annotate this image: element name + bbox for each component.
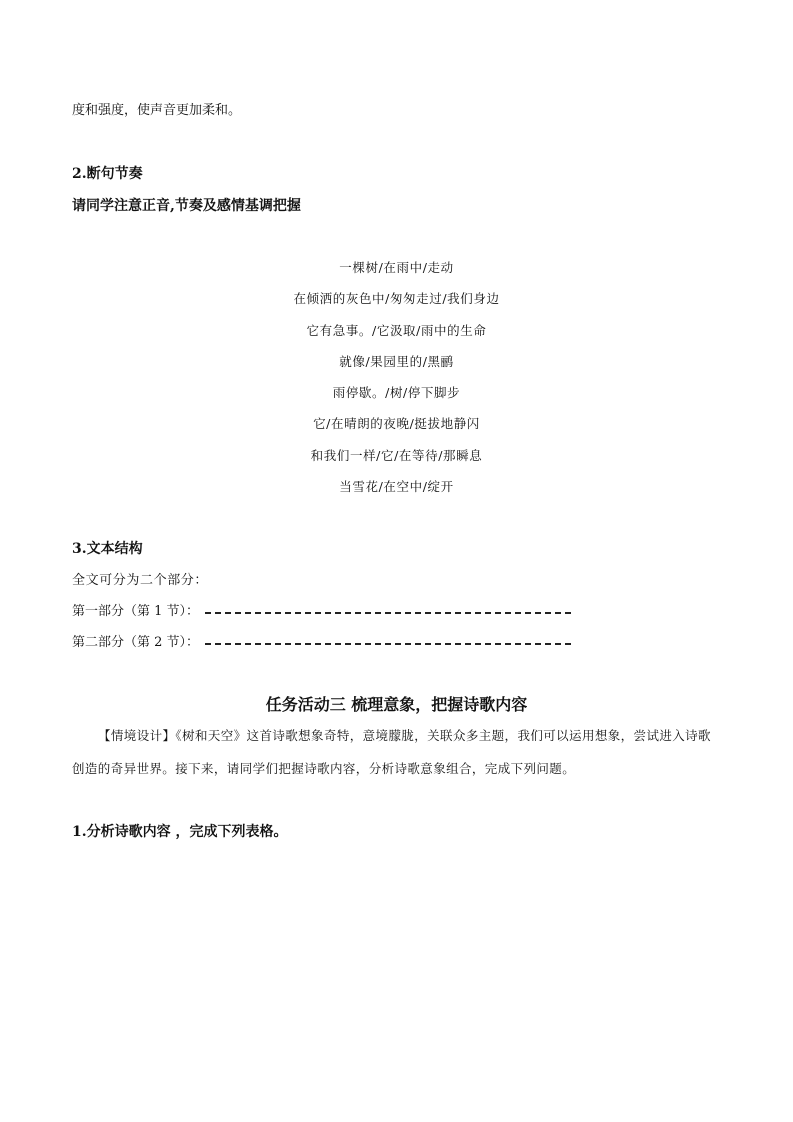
part-2-row: [72, 635, 571, 651]
part-1-row: [72, 604, 571, 620]
task-3-title: 任务活动三 梳理意象，把握诗歌内容: [265, 695, 528, 714]
poem-line: 它有急事。/它汲取/雨中的生命: [306, 322, 487, 338]
question-1: 1.分析诗歌内容 ，完成下列表格。: [72, 824, 288, 840]
section-2-subtitle: 请同学注意正音,节奏及感情基调把握: [72, 198, 301, 214]
scenario-paragraph: 【情境设计】《树和天空》这首诗歌想象奇特，意境朦胧，关联众多主题，我们可以运用想象，尝试进入诗歌创造的奇异世界。接下来，请同学们把握诗歌内容，分析诗歌意象组合，完成下列问题。: [72, 728, 711, 776]
poem-line: 它/在晴朗的夜晚/挺拔地静闪: [313, 416, 480, 432]
poem-line: 在倾洒的灰色中/匆匆走过/我们身边: [293, 291, 500, 307]
section-3-intro: 全文可分为二个部分：: [72, 573, 209, 588]
part-1-answer-blank[interactable]: [205, 612, 571, 614]
poem-line: 和我们一样/它/在等待/那瞬息: [310, 447, 483, 463]
part-1-label: 第一部分（第 1 节）：: [72, 604, 200, 619]
intro-line: 度和强度，使声音更加柔和。: [72, 103, 242, 118]
poem-line: 一棵树/在雨中/走动: [339, 260, 454, 275]
part-2-label: 第二部分（第 2 节）：: [72, 635, 200, 650]
poem-line: 当雪花/在空中/绽开: [339, 479, 454, 495]
section-2-title: 2.断句节奏: [72, 166, 143, 182]
poem-block: [0, 258, 793, 508]
part-2-answer-blank[interactable]: [205, 643, 571, 645]
poem-line: 就像/果园里的/黑鹂: [339, 353, 454, 369]
poem-line: 雨停歇。/树/停下脚步: [332, 385, 461, 401]
section-3-title: 3.文本结构: [72, 541, 143, 557]
